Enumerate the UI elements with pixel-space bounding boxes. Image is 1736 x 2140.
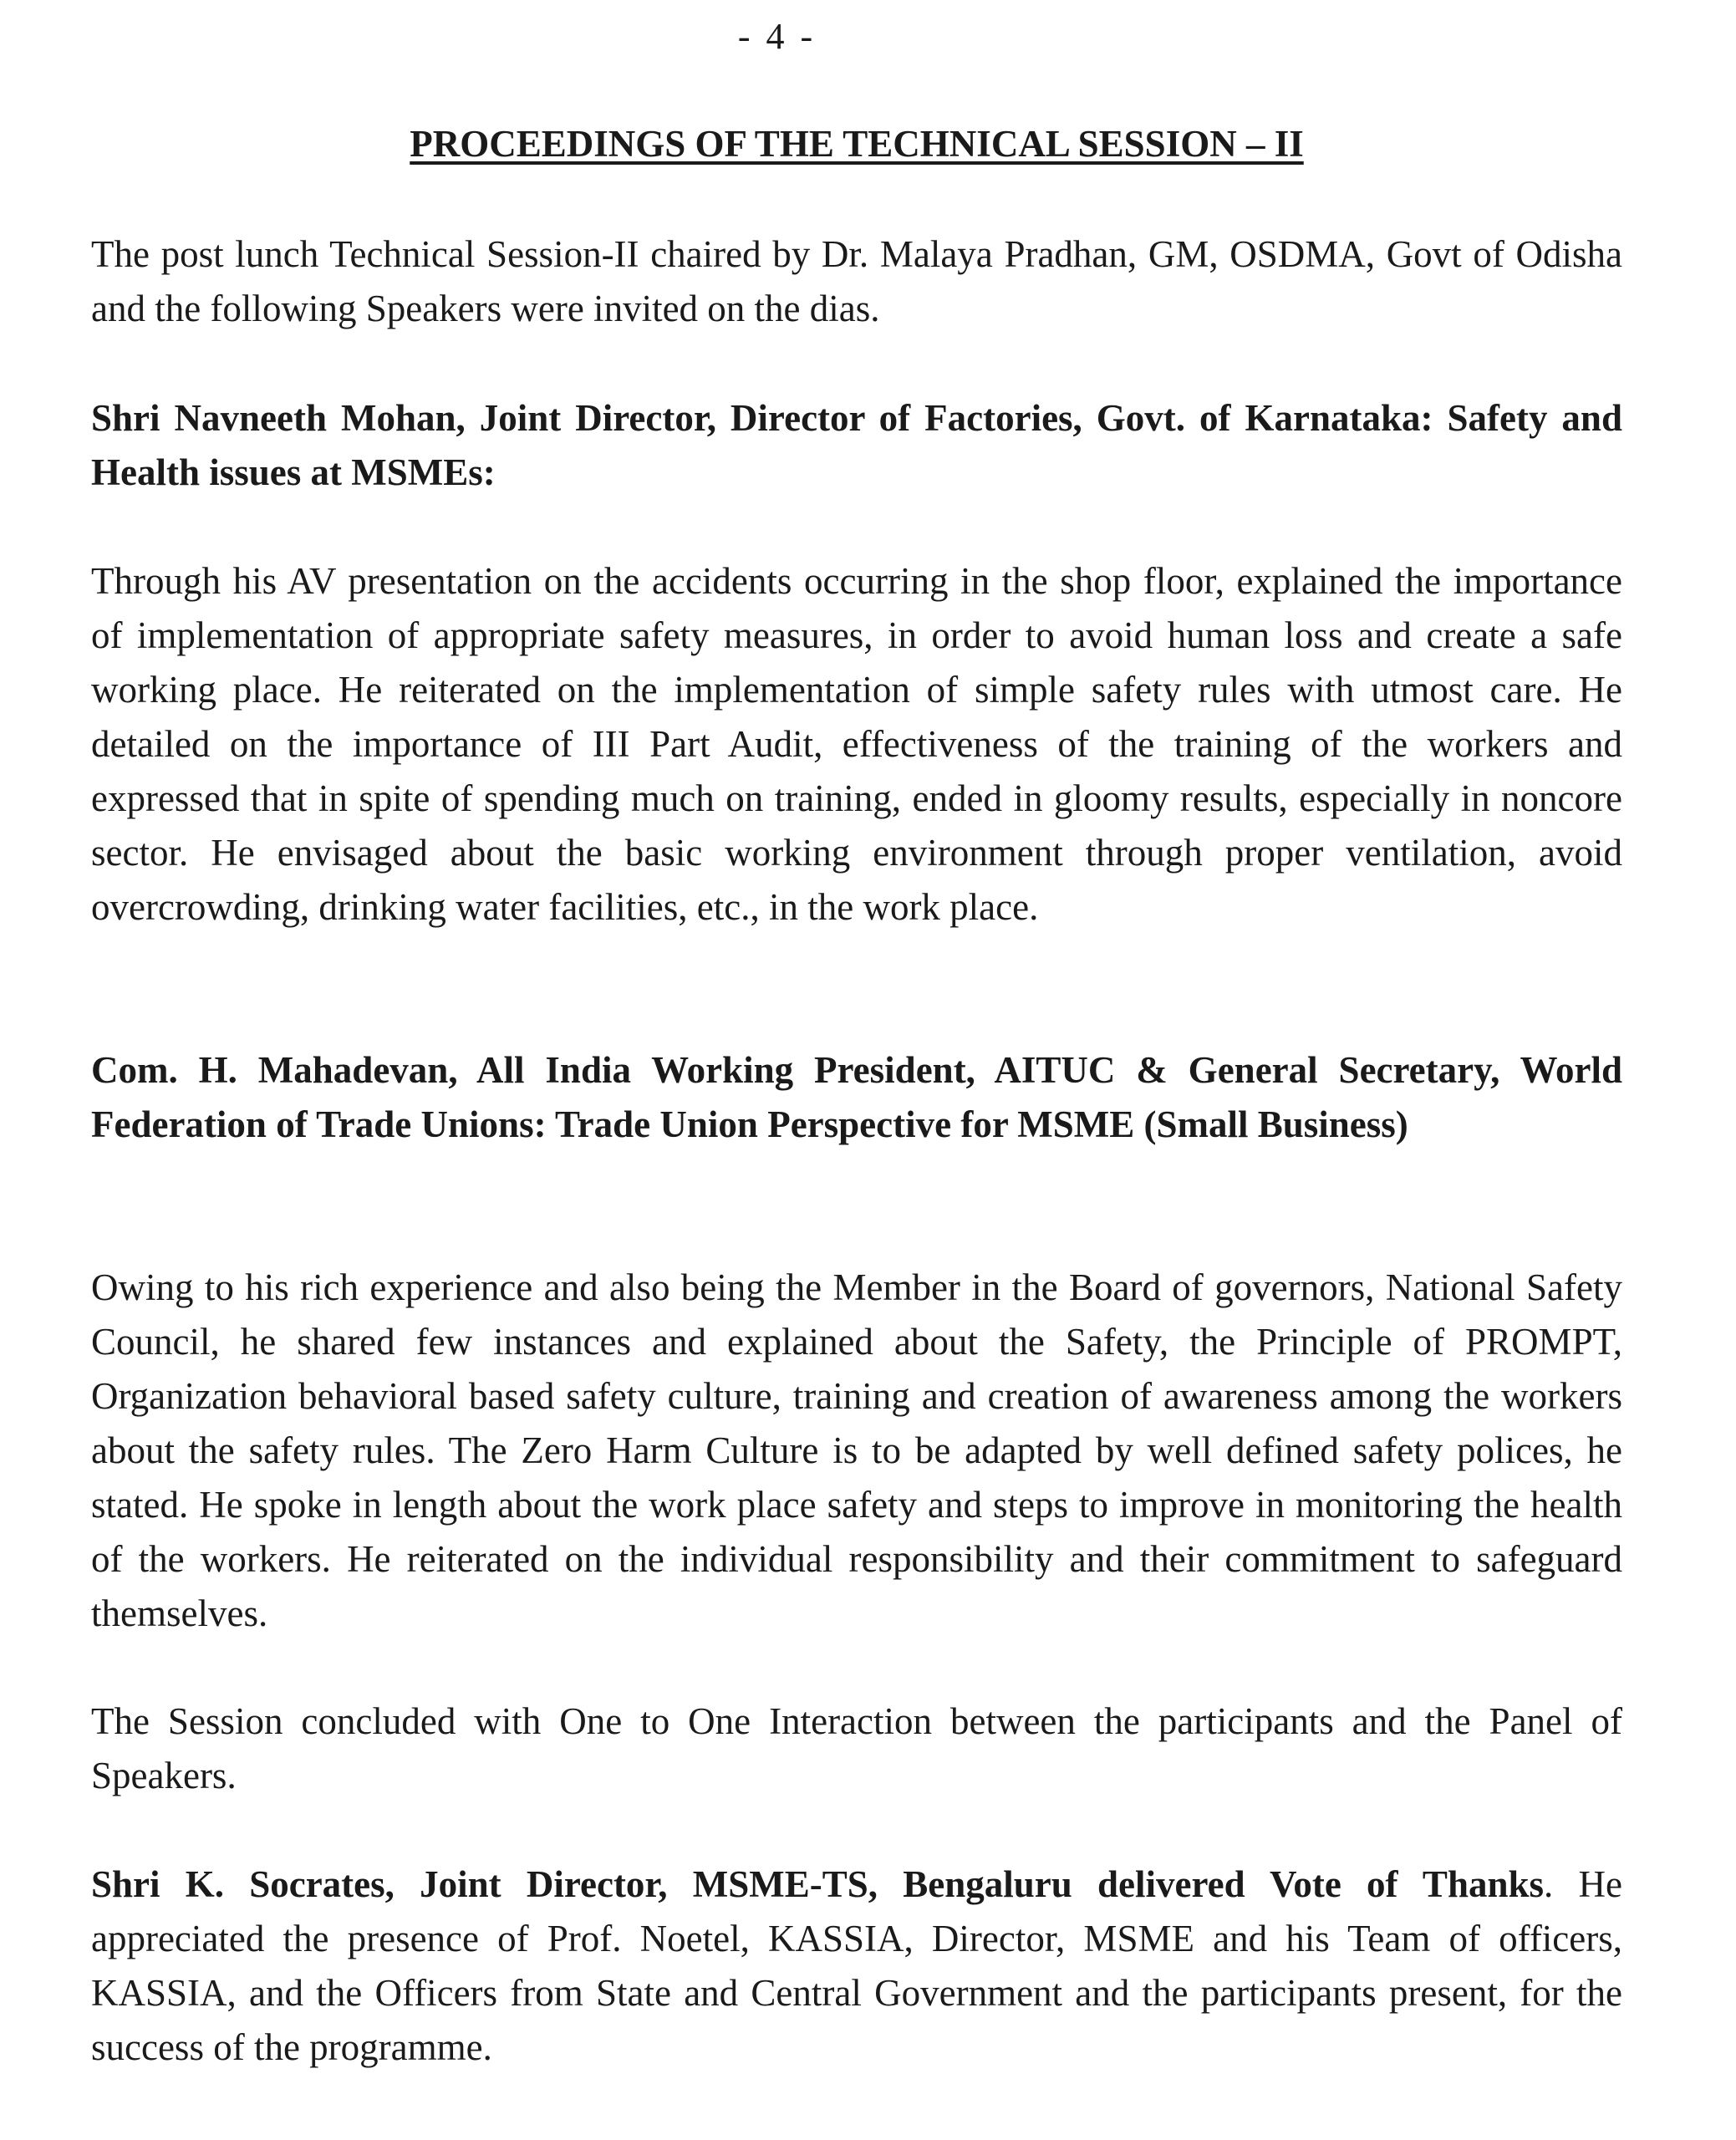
speaker2-paragraph: Owing to his rich experience and also being the Member in the Board of governors, National Safety Council, he shared few instances and explained about the Safety, the Principle of PROMPT, Organization behavioral based safety culture, training and creation of awareness among the workers about the safety rules. The Zero Harm Culture is to be adapted by well defined safety polices, he stated. He spoke in length about the work place safety and steps to improve in monitoring the health of the workers. He reiterated on the individual responsibility and their commitment to safeguard themselves.	[91, 1266, 1622, 1634]
speaker2-heading: Com. H. Mahadevan, All India Working President, AITUC & General Secretary, World Federation of Trade Unions: Trade Union Perspective for MSME (Small Business)	[91, 1049, 1622, 1145]
intro-paragraph: The post lunch Technical Session-II chaired by Dr. Malaya Pradhan, GM, OSDMA, Govt of Odisha and the following Speakers were invited on the dias.	[91, 233, 1622, 329]
speaker1-paragraph: Through his AV presentation on the accidents occurring in the shop floor, explained the importance of implementation of appropriate safety measures, in order to avoid human loss and create a safe working place. He reiterated on the implementation of simple safety rules with utmost care. He detailed on the importance of III Part Audit, effectiveness of the training of the workers and expressed that in spite of spending much on training, ended in gloomy results, especially in noncore sector. He envisaged about the basic working environment through proper ventilation, avoid overcrowding, drinking water facilities, etc., in the work place.	[91, 560, 1622, 928]
vote-of-thanks-paragraph	[91, 1857, 1622, 2075]
document-title: PROCEEDINGS OF THE TECHNICAL SESSION – II	[410, 123, 1304, 165]
speaker1-heading: Shri Navneeth Mohan, Joint Director, Director of Factories, Govt. of Karnataka: Safety and Health issues at MSMEs:	[91, 397, 1622, 493]
conclusion-paragraph: The Session concluded with One to One Interaction between the participants and the Panel of Speakers.	[91, 1700, 1622, 1796]
vote-of-thanks-rest: . He appreciated the presence of Prof. Noetel, KASSIA, Director, MSME and his Team of officers, KASSIA, and the Officers from State and Central Government and the participants present, for the success of the programme.	[91, 1863, 1622, 2068]
page-number: - 4 -	[737, 16, 817, 57]
vote-of-thanks-lead: Shri K. Socrates, Joint Director, MSME-TS, Bengaluru delivered Vote of Thanks	[91, 1863, 1545, 1905]
